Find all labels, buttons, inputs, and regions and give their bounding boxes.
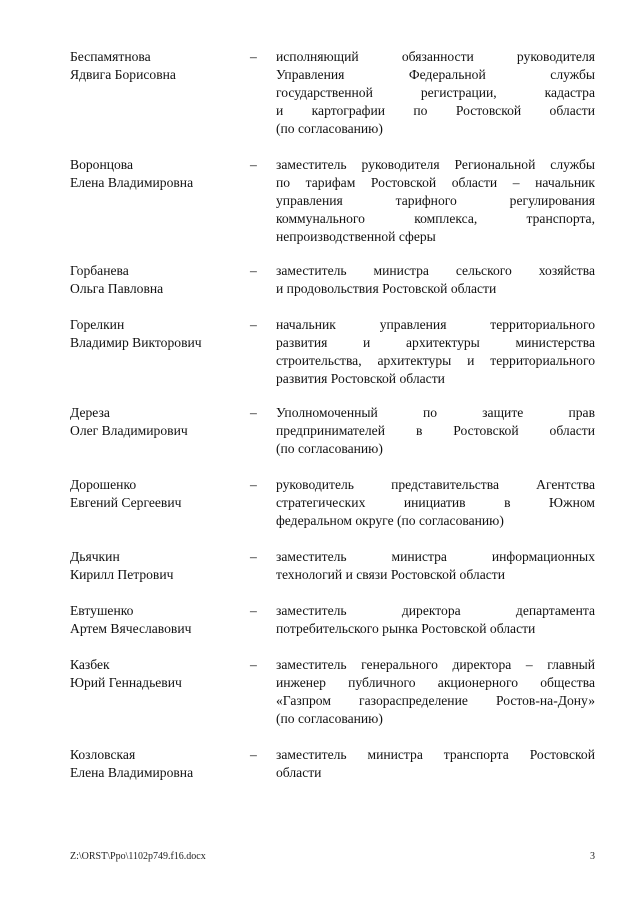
surname: Беспамятнова xyxy=(70,49,151,64)
dash-separator: – xyxy=(250,603,257,618)
given-names: Евгений Сергеевич xyxy=(70,495,182,510)
description-line: заместитель директора департамента xyxy=(276,603,595,618)
description-line: заместитель руководителя Региональной службы xyxy=(276,157,595,172)
description-line: и продовольствия Ростовской области xyxy=(276,281,497,296)
description-line: стратегических инициатив в Южном xyxy=(276,495,595,510)
person-name xyxy=(70,156,250,192)
position-description xyxy=(276,48,595,138)
given-names: Владимир Викторович xyxy=(70,335,202,350)
position-description xyxy=(276,548,595,584)
description-line: и картографии по Ростовской области xyxy=(276,103,595,118)
description-line: начальник управления территориального xyxy=(276,317,595,332)
list-item xyxy=(0,156,640,246)
given-names: Елена Владимировна xyxy=(70,175,194,190)
list-item xyxy=(0,746,640,784)
surname: Евтушенко xyxy=(70,603,134,618)
description-line: (по согласованию) xyxy=(276,121,383,136)
position-description xyxy=(276,316,595,388)
position-description xyxy=(276,404,595,458)
given-names: Кирилл Петрович xyxy=(70,567,174,582)
dash-separator: – xyxy=(250,317,257,332)
description-line: управления тарифного регулирования xyxy=(276,193,595,208)
given-names: Артем Вячеславович xyxy=(70,621,192,636)
list-item xyxy=(0,476,640,532)
given-names: Ольга Павловна xyxy=(70,281,164,296)
person-name xyxy=(70,404,250,440)
description-line: Управления Федеральной службы xyxy=(276,67,595,82)
list-item xyxy=(0,602,640,640)
given-names: Олег Владимирович xyxy=(70,423,188,438)
dash-separator: – xyxy=(250,549,257,564)
description-line: развития Ростовской области xyxy=(276,371,445,386)
list-item xyxy=(0,548,640,586)
description-line: государственной регистрации, кадастра xyxy=(276,85,595,100)
surname: Дорошенко xyxy=(70,477,137,492)
given-names: Юрий Геннадьевич xyxy=(70,675,182,690)
list-item xyxy=(0,262,640,300)
description-line: заместитель министра информационных xyxy=(276,549,595,564)
description-line: развития и архитектуры министерства xyxy=(276,335,595,350)
person-name xyxy=(70,602,250,638)
dash-separator: – xyxy=(250,157,257,172)
surname: Дьячкин xyxy=(70,549,120,564)
description-line: (по согласованию) xyxy=(276,441,383,456)
surname: Козловская xyxy=(70,747,136,762)
description-line: заместитель министра сельского хозяйства xyxy=(276,263,595,278)
dash-separator: – xyxy=(250,747,257,762)
description-line: федеральном округе (по согласованию) xyxy=(276,513,504,528)
surname: Воронцова xyxy=(70,157,134,172)
surname: Горелкин xyxy=(70,317,125,332)
description-line: исполняющий обязанности руководителя xyxy=(276,49,595,64)
position-description xyxy=(276,156,595,246)
position-description xyxy=(276,476,595,530)
description-line: заместитель генерального директора – главный xyxy=(276,657,595,672)
description-line: Уполномоченный по защите прав xyxy=(276,405,595,420)
person-name xyxy=(70,656,250,692)
page-number: 3 xyxy=(590,851,595,862)
list-item xyxy=(0,404,640,460)
description-line: строительства, архитектуры и территориального xyxy=(276,353,595,368)
dash-separator: – xyxy=(250,477,257,492)
list-item xyxy=(0,656,640,730)
list-item xyxy=(0,316,640,388)
surname: Дереза xyxy=(70,405,110,420)
dash-separator: – xyxy=(250,263,257,278)
description-line: коммунального комплекса, транспорта, xyxy=(276,211,595,226)
person-name xyxy=(70,262,250,298)
person-name xyxy=(70,548,250,584)
description-line: области xyxy=(276,765,322,780)
list-item xyxy=(0,48,640,140)
person-name xyxy=(70,48,250,84)
description-line: технологий и связи Ростовской области xyxy=(276,567,505,582)
person-name xyxy=(70,746,250,782)
file-path: Z:\ORST\Ppo\1102p749.f16.docx xyxy=(70,851,206,862)
description-line: по тарифам Ростовской области – начальник xyxy=(276,175,595,190)
person-name xyxy=(70,316,250,352)
description-line: предпринимателей в Ростовской области xyxy=(276,423,595,438)
dash-separator: – xyxy=(250,657,257,672)
description-line: «Газпром газораспределение Ростов-на-Дону» xyxy=(276,693,595,708)
position-description xyxy=(276,656,595,728)
dash-separator: – xyxy=(250,405,257,420)
description-line: непроизводственной сферы xyxy=(276,229,436,244)
description-line: инженер публичного акционерного общества xyxy=(276,675,595,690)
position-description xyxy=(276,602,595,638)
description-line: руководитель представительства Агентства xyxy=(276,477,595,492)
given-names: Елена Владимировна xyxy=(70,765,194,780)
person-name xyxy=(70,476,250,512)
surname: Горбанева xyxy=(70,263,129,278)
description-line: (по согласованию) xyxy=(276,711,383,726)
given-names: Ядвига Борисовна xyxy=(70,67,176,82)
position-description xyxy=(276,262,595,298)
description-line: потребительского рынка Ростовской области xyxy=(276,621,536,636)
description-line: заместитель министра транспорта Ростовской xyxy=(276,747,595,762)
dash-separator: – xyxy=(250,49,257,64)
surname: Казбек xyxy=(70,657,110,672)
position-description xyxy=(276,746,595,782)
member-list xyxy=(0,48,640,800)
